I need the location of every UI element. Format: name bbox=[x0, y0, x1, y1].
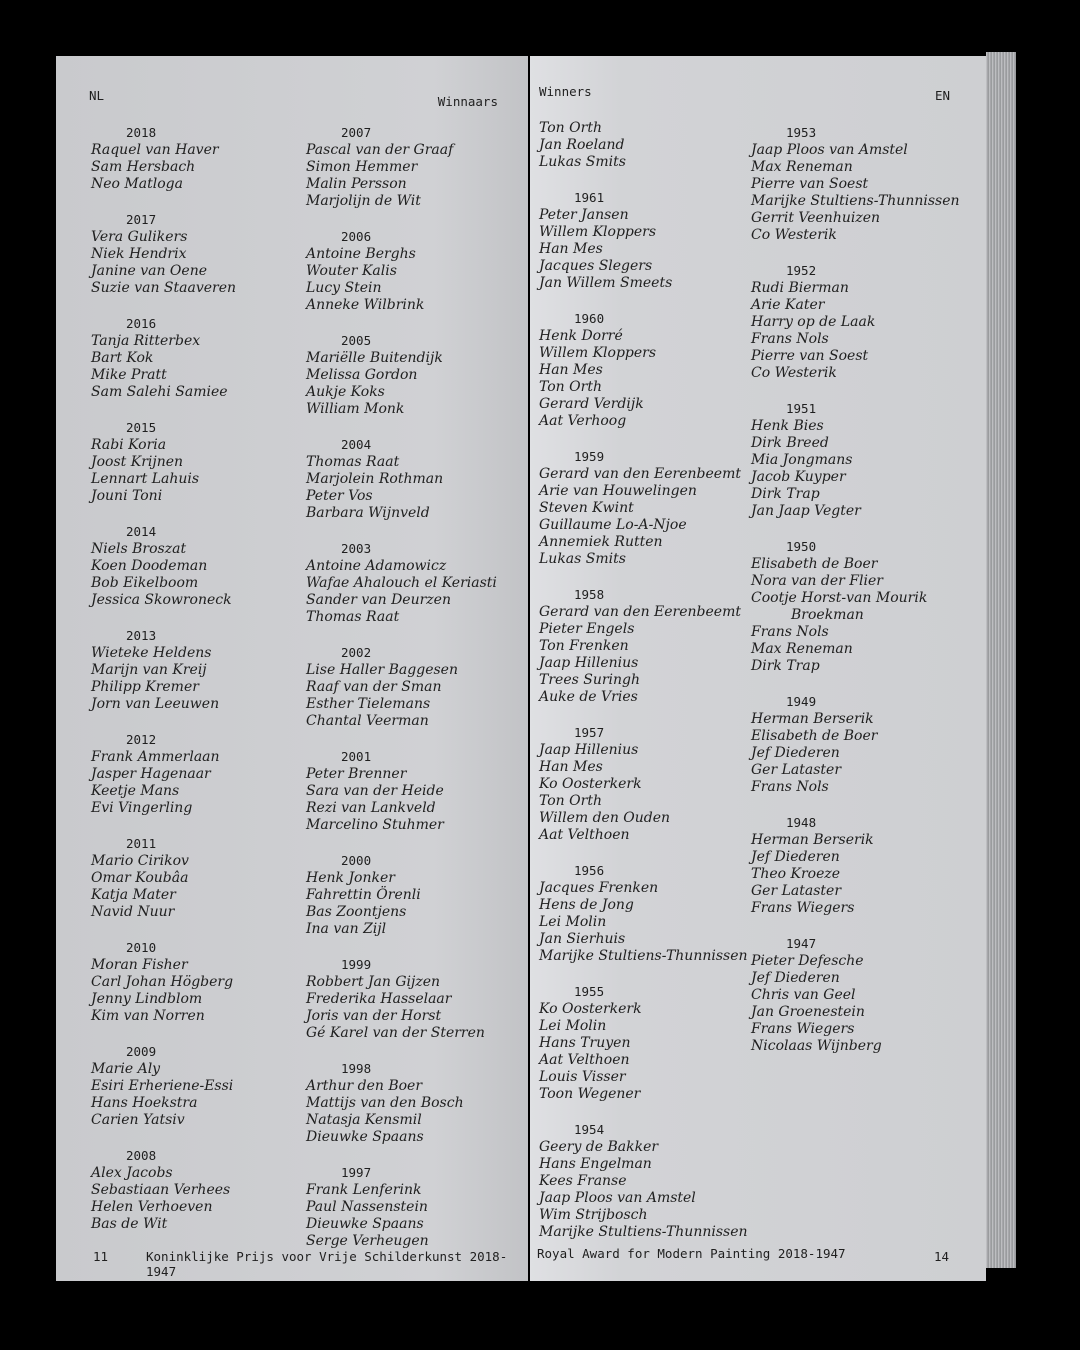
winner-name: Lucy Stein bbox=[306, 280, 382, 296]
year-group bbox=[539, 310, 748, 430]
winner-name: Helen Verhoeven bbox=[91, 1199, 213, 1215]
winner-name: Robbert Jan Gijzen bbox=[306, 974, 441, 990]
winner-name: Gerard van den Eerenbeemt bbox=[539, 466, 741, 482]
winner-name: Jan Sierhuis bbox=[539, 931, 626, 947]
page-footer: Royal Award for Modern Painting 2018-1947 bbox=[537, 1246, 846, 1261]
year-group bbox=[539, 724, 748, 844]
year-label: 1952 bbox=[786, 263, 817, 278]
year-label: 2012 bbox=[126, 732, 157, 747]
winner-name: Sebastiaan Verhees bbox=[91, 1182, 231, 1198]
year-group bbox=[306, 852, 497, 938]
winner-name: Niek Hendrix bbox=[91, 246, 187, 262]
winner-name: Jan Jaap Vegter bbox=[751, 503, 861, 519]
winner-name: Henk Bies bbox=[751, 418, 824, 434]
winner-name: Frank Lenferink bbox=[306, 1182, 422, 1198]
page-number: 14 bbox=[934, 1249, 950, 1264]
winner-name: Antoine Adamowicz bbox=[306, 558, 447, 574]
winner-name: Jaap Ploos van Amstel bbox=[751, 142, 908, 158]
winner-name: Jan Groenestein bbox=[751, 1004, 865, 1020]
winner-name: Wim Strijbosch bbox=[539, 1207, 648, 1223]
winner-name: Theo Kroeze bbox=[751, 866, 841, 882]
winner-name: Marjolijn de Wit bbox=[306, 193, 421, 209]
year-label: 2004 bbox=[341, 437, 372, 452]
winner-name: Hens de Jong bbox=[539, 897, 634, 913]
winner-name: Keetje Mans bbox=[91, 783, 180, 799]
year-group bbox=[91, 315, 236, 401]
year-group bbox=[751, 400, 960, 520]
winner-name: Kim van Norren bbox=[91, 1008, 205, 1024]
winner-name: Elisabeth de Boer bbox=[751, 556, 878, 572]
year-label: 2001 bbox=[341, 749, 372, 764]
winner-name: Carien Yatsiv bbox=[91, 1112, 185, 1128]
winner-name: Arthur den Boer bbox=[306, 1078, 423, 1094]
winner-name: Gé Karel van der Sterren bbox=[306, 1025, 485, 1041]
year-label: 2017 bbox=[126, 212, 157, 227]
winner-name: Wieteke Heldens bbox=[91, 645, 212, 661]
winner-name: Dirk Trap bbox=[751, 486, 820, 502]
winner-name: Raquel van Haver bbox=[91, 142, 219, 158]
winner-name: Willem Kloppers bbox=[539, 224, 657, 240]
winner-name: Esiri Erheriene-Essi bbox=[91, 1078, 234, 1094]
winner-name: Frederika Hasselaar bbox=[306, 991, 452, 1007]
winner-name: Herman Berserik bbox=[751, 832, 874, 848]
winner-name: Ton Orth bbox=[539, 379, 602, 395]
winner-name: Ko Oosterkerk bbox=[539, 776, 642, 792]
winner-name: Henk Jonker bbox=[306, 870, 395, 886]
winner-name: Sam Hersbach bbox=[91, 159, 196, 175]
winner-name: Ina van Zijl bbox=[306, 921, 387, 937]
winner-name: Vera Gulikers bbox=[91, 229, 188, 245]
year-label: 1958 bbox=[574, 587, 605, 602]
winner-name: Janine van Oene bbox=[91, 263, 207, 279]
winner-name: Jef Diederen bbox=[751, 849, 840, 865]
year-group bbox=[91, 835, 236, 921]
winner-name: Dieuwke Spaans bbox=[306, 1129, 424, 1145]
winner-name: Chantal Veerman bbox=[306, 713, 429, 729]
page-title: Winners bbox=[539, 84, 592, 99]
year-group bbox=[539, 448, 748, 568]
winner-name: Geery de Bakker bbox=[539, 1139, 659, 1155]
year-group bbox=[91, 1043, 236, 1129]
winner-name: Lukas Smits bbox=[539, 551, 626, 567]
language-label: EN bbox=[934, 88, 950, 103]
year-label: 1956 bbox=[574, 863, 605, 878]
winner-name: Max Reneman bbox=[751, 159, 853, 175]
year-group bbox=[751, 124, 960, 244]
winner-name: Annemiek Rutten bbox=[539, 534, 663, 550]
winner-name: Paul Nassenstein bbox=[306, 1199, 428, 1215]
winner-name: Natasja Kensmil bbox=[306, 1112, 422, 1128]
year-label: 2013 bbox=[126, 628, 157, 643]
page-footer: Koninklijke Prijs voor Vrije Schilderkunst 2018-1947 bbox=[146, 1249, 508, 1279]
winner-name: Dirk Trap bbox=[751, 658, 820, 674]
winners-column bbox=[306, 124, 497, 1268]
year-label: 2011 bbox=[126, 836, 157, 851]
winner-name: Suzie van Staaveren bbox=[91, 280, 237, 296]
winner-name: Aat Velthoen bbox=[539, 827, 630, 843]
year-group bbox=[751, 693, 960, 796]
year-label: 1957 bbox=[574, 725, 605, 740]
winner-name: Malin Persson bbox=[306, 176, 407, 192]
winner-name: Arie van Houwelingen bbox=[539, 483, 697, 499]
winner-name: Pieter Engels bbox=[539, 621, 635, 637]
winner-name: Marijke Stultiens-Thunnissen bbox=[539, 1224, 748, 1240]
winner-name: Bob Eikelboom bbox=[91, 575, 199, 591]
year-label: 1997 bbox=[341, 1165, 372, 1180]
language-label: NL bbox=[89, 88, 105, 103]
winners-column bbox=[91, 124, 236, 1251]
year-label: 2018 bbox=[126, 125, 157, 140]
winner-name: Pieter Defesche bbox=[751, 953, 864, 969]
winner-name: Moran Fisher bbox=[91, 957, 188, 973]
year-label: 2000 bbox=[341, 853, 372, 868]
year-label: 1954 bbox=[574, 1122, 605, 1137]
winner-name: Dieuwke Spaans bbox=[306, 1216, 424, 1232]
year-group bbox=[91, 1147, 236, 1233]
winner-name: Rabi Koria bbox=[91, 437, 167, 453]
winner-name: Jaap Hillenius bbox=[539, 655, 639, 671]
winner-name: Han Mes bbox=[539, 362, 603, 378]
winner-name: Evi Vingerling bbox=[91, 800, 193, 816]
winner-name: Philipp Kremer bbox=[91, 679, 199, 695]
winner-name: Louis Visser bbox=[539, 1069, 626, 1085]
winner-name: Rezi van Lankveld bbox=[306, 800, 436, 816]
winner-name: Niels Broszat bbox=[91, 541, 187, 557]
year-group bbox=[306, 956, 497, 1042]
winner-name: Esther Tielemans bbox=[306, 696, 431, 712]
winner-name: Sam Salehi Samiee bbox=[91, 384, 228, 400]
winner-name: Chris van Geel bbox=[751, 987, 856, 1003]
winner-name: Ger Lataster bbox=[751, 883, 842, 899]
winner-name: Bas de Wit bbox=[91, 1216, 168, 1232]
winner-name: Mariëlle Buitendijk bbox=[306, 350, 443, 366]
year-group bbox=[539, 120, 748, 171]
year-group bbox=[91, 523, 236, 609]
winner-name: Gerard van den Eerenbeemt bbox=[539, 604, 741, 620]
winner-name: Broekman bbox=[791, 607, 864, 623]
winner-name: Hans Engelman bbox=[539, 1156, 652, 1172]
year-group bbox=[306, 332, 497, 418]
year-group bbox=[306, 1060, 497, 1146]
winner-name: Wafae Ahalouch el Keriasti bbox=[306, 575, 497, 591]
winner-name: Auke de Vries bbox=[539, 689, 638, 705]
year-group bbox=[539, 189, 748, 292]
winner-name: Koen Doodeman bbox=[91, 558, 208, 574]
year-group bbox=[91, 731, 236, 817]
winner-name: Frans Nols bbox=[751, 624, 829, 640]
winner-name: Marijke Stultiens-Thunnissen bbox=[539, 948, 748, 964]
winner-name: Jouni Toni bbox=[91, 488, 163, 504]
winner-name: Jacques Slegers bbox=[539, 258, 653, 274]
winner-name: Simon Hemmer bbox=[306, 159, 418, 175]
year-group bbox=[91, 419, 236, 505]
year-label: 2014 bbox=[126, 524, 157, 539]
winner-name: Lennart Lahuis bbox=[91, 471, 200, 487]
winner-name: Frans Wiegers bbox=[751, 1021, 855, 1037]
winner-name: Pierre van Soest bbox=[751, 348, 869, 364]
year-label: 1949 bbox=[786, 694, 817, 709]
winner-name: Peter Vos bbox=[306, 488, 373, 504]
year-group bbox=[91, 211, 236, 297]
year-label: 2006 bbox=[341, 229, 372, 244]
winner-name: Joost Krijnen bbox=[91, 454, 184, 470]
winner-name: Fahrettin Örenli bbox=[306, 887, 421, 903]
winner-name: Aat Velthoen bbox=[539, 1052, 630, 1068]
year-group bbox=[539, 862, 748, 965]
winner-name: Jenny Lindblom bbox=[91, 991, 203, 1007]
winner-name: Frans Nols bbox=[751, 779, 829, 795]
winner-name: Thomas Raat bbox=[306, 609, 400, 625]
year-label: 1947 bbox=[786, 936, 817, 951]
winner-name: Lise Haller Baggesen bbox=[306, 662, 458, 678]
winner-name: Jorn van Leeuwen bbox=[91, 696, 220, 712]
winner-name: Omar Koubâa bbox=[91, 870, 189, 886]
winner-name: Aat Verhoog bbox=[539, 413, 627, 429]
year-label: 1999 bbox=[341, 957, 372, 972]
winner-name: Jaap Hillenius bbox=[539, 742, 639, 758]
winner-name: Max Reneman bbox=[751, 641, 853, 657]
year-label: 1950 bbox=[786, 539, 817, 554]
winner-name: Willem den Ouden bbox=[539, 810, 671, 826]
winner-name: Joris van der Horst bbox=[306, 1008, 442, 1024]
year-group bbox=[306, 228, 497, 314]
winner-name: Pierre van Soest bbox=[751, 176, 869, 192]
right-page bbox=[530, 56, 986, 1281]
year-group bbox=[306, 644, 497, 730]
year-group bbox=[539, 1121, 748, 1241]
year-group bbox=[306, 436, 497, 522]
year-label: 1998 bbox=[341, 1061, 372, 1076]
left-page bbox=[56, 56, 528, 1281]
year-label: 1960 bbox=[574, 311, 605, 326]
winner-name: Jef Diederen bbox=[751, 970, 840, 986]
winner-name: Herman Berserik bbox=[751, 711, 874, 727]
winner-name: Han Mes bbox=[539, 759, 603, 775]
winner-name: Jessica Skowroneck bbox=[91, 592, 232, 608]
year-label: 2002 bbox=[341, 645, 372, 660]
winner-name: Marcelino Stuhmer bbox=[306, 817, 444, 833]
winner-name: Lukas Smits bbox=[539, 154, 626, 170]
winner-name: Henk Dorré bbox=[539, 328, 623, 344]
winner-name: Aukje Koks bbox=[306, 384, 385, 400]
page-edges bbox=[986, 52, 1016, 1268]
year-label: 2016 bbox=[126, 316, 157, 331]
winner-name: Melissa Gordon bbox=[306, 367, 418, 383]
winner-name: Hans Hoekstra bbox=[91, 1095, 198, 1111]
winner-name: Jan Willem Smeets bbox=[539, 275, 673, 291]
winner-name: Jacob Kuyper bbox=[751, 469, 846, 485]
winner-name: Ton Orth bbox=[539, 120, 602, 136]
winner-name: Ton Frenken bbox=[539, 638, 629, 654]
year-group bbox=[306, 748, 497, 834]
year-group bbox=[306, 1164, 497, 1250]
winner-name: Serge Verheugen bbox=[306, 1233, 429, 1249]
winner-name: Anneke Wilbrink bbox=[306, 297, 425, 313]
year-label: 1948 bbox=[786, 815, 817, 830]
winner-name: Elisabeth de Boer bbox=[751, 728, 878, 744]
winner-name: Ko Oosterkerk bbox=[539, 1001, 642, 1017]
year-label: 2015 bbox=[126, 420, 157, 435]
year-group bbox=[91, 124, 236, 193]
winners-column bbox=[539, 120, 748, 1259]
winner-name: Sander van Deurzen bbox=[306, 592, 451, 608]
winner-name: Gerrit Veenhuizen bbox=[751, 210, 881, 226]
winner-name: Jan Roeland bbox=[539, 137, 625, 153]
winner-name: Harry op de Laak bbox=[751, 314, 876, 330]
year-label: 1951 bbox=[786, 401, 817, 416]
year-group bbox=[751, 538, 960, 675]
winner-name: Jasper Hagenaar bbox=[91, 766, 211, 782]
winner-name: Antoine Berghs bbox=[306, 246, 416, 262]
winner-name: Co Westerik bbox=[751, 365, 837, 381]
winner-name: Alex Jacobs bbox=[91, 1165, 173, 1181]
winner-name: Han Mes bbox=[539, 241, 603, 257]
winner-name: William Monk bbox=[306, 401, 405, 417]
winner-name: Neo Matloga bbox=[91, 176, 183, 192]
page-title: Winnaars bbox=[437, 94, 498, 109]
winner-name: Trees Suringh bbox=[539, 672, 641, 688]
winner-name: Lei Molin bbox=[539, 1018, 607, 1034]
winner-name: Frans Nols bbox=[751, 331, 829, 347]
winner-name: Mattijs van den Bosch bbox=[306, 1095, 464, 1111]
winner-name: Cootje Horst-van Mourik bbox=[751, 590, 928, 606]
winner-name: Thomas Raat bbox=[306, 454, 400, 470]
winner-name: Nicolaas Wijnberg bbox=[751, 1038, 882, 1054]
winner-name: Marijn van Kreij bbox=[91, 662, 207, 678]
winner-name: Guillaume Lo-A-Njoe bbox=[539, 517, 687, 533]
winner-name: Willem Kloppers bbox=[539, 345, 657, 361]
winner-name: Jaap Ploos van Amstel bbox=[539, 1190, 696, 1206]
winner-name: Ton Orth bbox=[539, 793, 602, 809]
year-group bbox=[751, 814, 960, 917]
year-group bbox=[91, 939, 236, 1025]
year-group bbox=[91, 627, 236, 713]
winner-name: Arie Kater bbox=[751, 297, 825, 313]
winner-name: Nora van der Flier bbox=[751, 573, 883, 589]
year-label: 2005 bbox=[341, 333, 372, 348]
year-group bbox=[306, 540, 497, 626]
year-label: 2003 bbox=[341, 541, 372, 556]
year-label: 1961 bbox=[574, 190, 605, 205]
winner-name: Navid Nuur bbox=[91, 904, 175, 920]
winner-name: Peter Brenner bbox=[306, 766, 407, 782]
winner-name: Jef Diederen bbox=[751, 745, 840, 761]
winner-name: Jacques Frenken bbox=[539, 880, 659, 896]
winner-name: Peter Jansen bbox=[539, 207, 629, 223]
year-group bbox=[306, 124, 497, 210]
winner-name: Carl Johan Högberg bbox=[91, 974, 234, 990]
winner-name: Frank Ammerlaan bbox=[91, 749, 220, 765]
year-label: 2009 bbox=[126, 1044, 157, 1059]
winner-name: Pascal van der Graaf bbox=[306, 142, 454, 158]
winner-name: Sara van der Heide bbox=[306, 783, 444, 799]
winner-name: Mia Jongmans bbox=[751, 452, 853, 468]
winner-name: Barbara Wijnveld bbox=[306, 505, 430, 521]
year-label: 1955 bbox=[574, 984, 605, 999]
winner-name: Frans Wiegers bbox=[751, 900, 855, 916]
winner-name: Rudi Bierman bbox=[751, 280, 849, 296]
year-group bbox=[751, 935, 960, 1055]
page-number: 11 bbox=[93, 1249, 109, 1264]
winner-name: Mario Cirikov bbox=[91, 853, 189, 869]
winner-name: Bart Kok bbox=[91, 350, 154, 366]
year-label: 2007 bbox=[341, 125, 372, 140]
winner-name: Wouter Kalis bbox=[306, 263, 397, 279]
winner-name: Gerard Verdijk bbox=[539, 396, 644, 412]
winners-column bbox=[751, 124, 960, 1073]
winner-name: Co Westerik bbox=[751, 227, 837, 243]
year-group bbox=[539, 586, 748, 706]
winner-name: Marie Aly bbox=[91, 1061, 161, 1077]
year-label: 1953 bbox=[786, 125, 817, 140]
winner-name: Lei Molin bbox=[539, 914, 607, 930]
year-label: 1959 bbox=[574, 449, 605, 464]
winner-name: Toon Wegener bbox=[539, 1086, 641, 1102]
year-group bbox=[751, 262, 960, 382]
winner-name: Mike Pratt bbox=[91, 367, 167, 383]
winner-name: Ger Lataster bbox=[751, 762, 842, 778]
year-group bbox=[539, 983, 748, 1103]
winner-name: Marijke Stultiens-Thunnissen bbox=[751, 193, 960, 209]
winner-name: Dirk Breed bbox=[751, 435, 829, 451]
winner-name: Steven Kwint bbox=[539, 500, 634, 516]
winner-name: Katja Mater bbox=[91, 887, 176, 903]
winner-name: Hans Truyen bbox=[539, 1035, 631, 1051]
winner-name: Marjolein Rothman bbox=[306, 471, 444, 487]
year-label: 2008 bbox=[126, 1148, 157, 1163]
winner-name: Raaf van der Sman bbox=[306, 679, 442, 695]
winner-name: Tanja Ritterbex bbox=[91, 333, 201, 349]
winner-name: Kees Franse bbox=[539, 1173, 627, 1189]
year-label: 2010 bbox=[126, 940, 157, 955]
winner-name: Bas Zoontjens bbox=[306, 904, 407, 920]
